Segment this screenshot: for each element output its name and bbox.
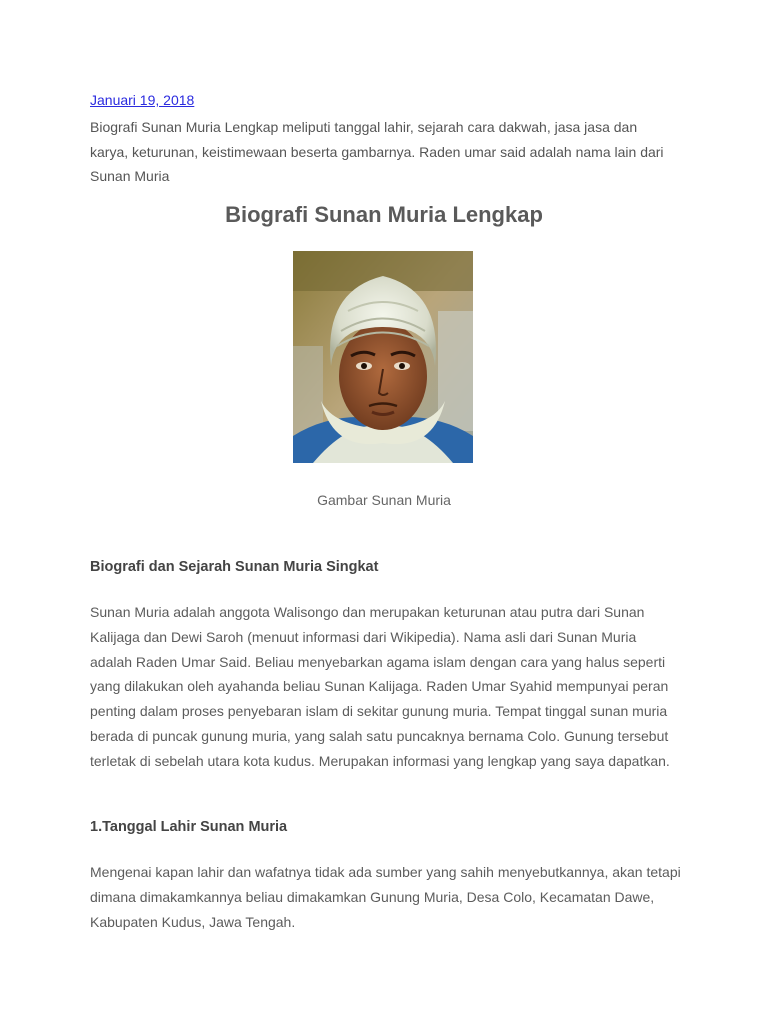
section-body-biografi: Sunan Muria adalah anggota Walisongo dan merupakan keturunan atau putra dari Sunan Kalijaga dan Dewi Saroh (menuut informasi dari Wikipedia). Nama asli dari Sunan Muria adalah Raden Umar Said. Beliau menyebarkan agama islam dengan cara yang halus seperti yang dilakukan oleh ayahanda beliau Sunan Kalijaga. Raden Umar Syahid mempunyai peran penting dalam proses penyebaran islam di sekitar gunung muria. Tempat tinggal sunan muria berada di puncak gunung muria, yang salah satu puncaknya bernama Colo. Gunung tersebut terletak di sebelah utara kota kudus. Merupakan informasi yang lengkap yang saya dapatkan. xyxy=(90,604,670,769)
post-date-link[interactable]: Januari 19, 2018 xyxy=(90,92,195,108)
post-intro: Biografi Sunan Muria Lengkap meliputi tanggal lahir, sejarah cara dakwah, jasa jasa dan karya, keturunan, keistimewaan beserta gambarnya. Raden umar said adalah nama lain dari Sunan Muria xyxy=(90,119,664,184)
section-heading-tanggal-lahir: 1.Tanggal Lahir Sunan Muria xyxy=(90,819,288,835)
section-heading-biografi: Biografi dan Sejarah Sunan Muria Singkat xyxy=(90,559,379,575)
sunan-muria-portrait xyxy=(293,251,473,463)
image-caption: Gambar Sunan Muria xyxy=(317,492,451,508)
section-body-tanggal-lahir: Mengenai kapan lahir dan wafatnya tidak ada sumber yang sahih menyebutkannya, akan tetapi dimana dimakamkannya beliau dimakamkan Gunung Muria, Desa Colo, Kecamatan Dawe, Kabupaten Kudus, Jawa Tengah. xyxy=(90,864,681,930)
page-title: Biografi Sunan Muria Lengkap xyxy=(225,202,543,227)
